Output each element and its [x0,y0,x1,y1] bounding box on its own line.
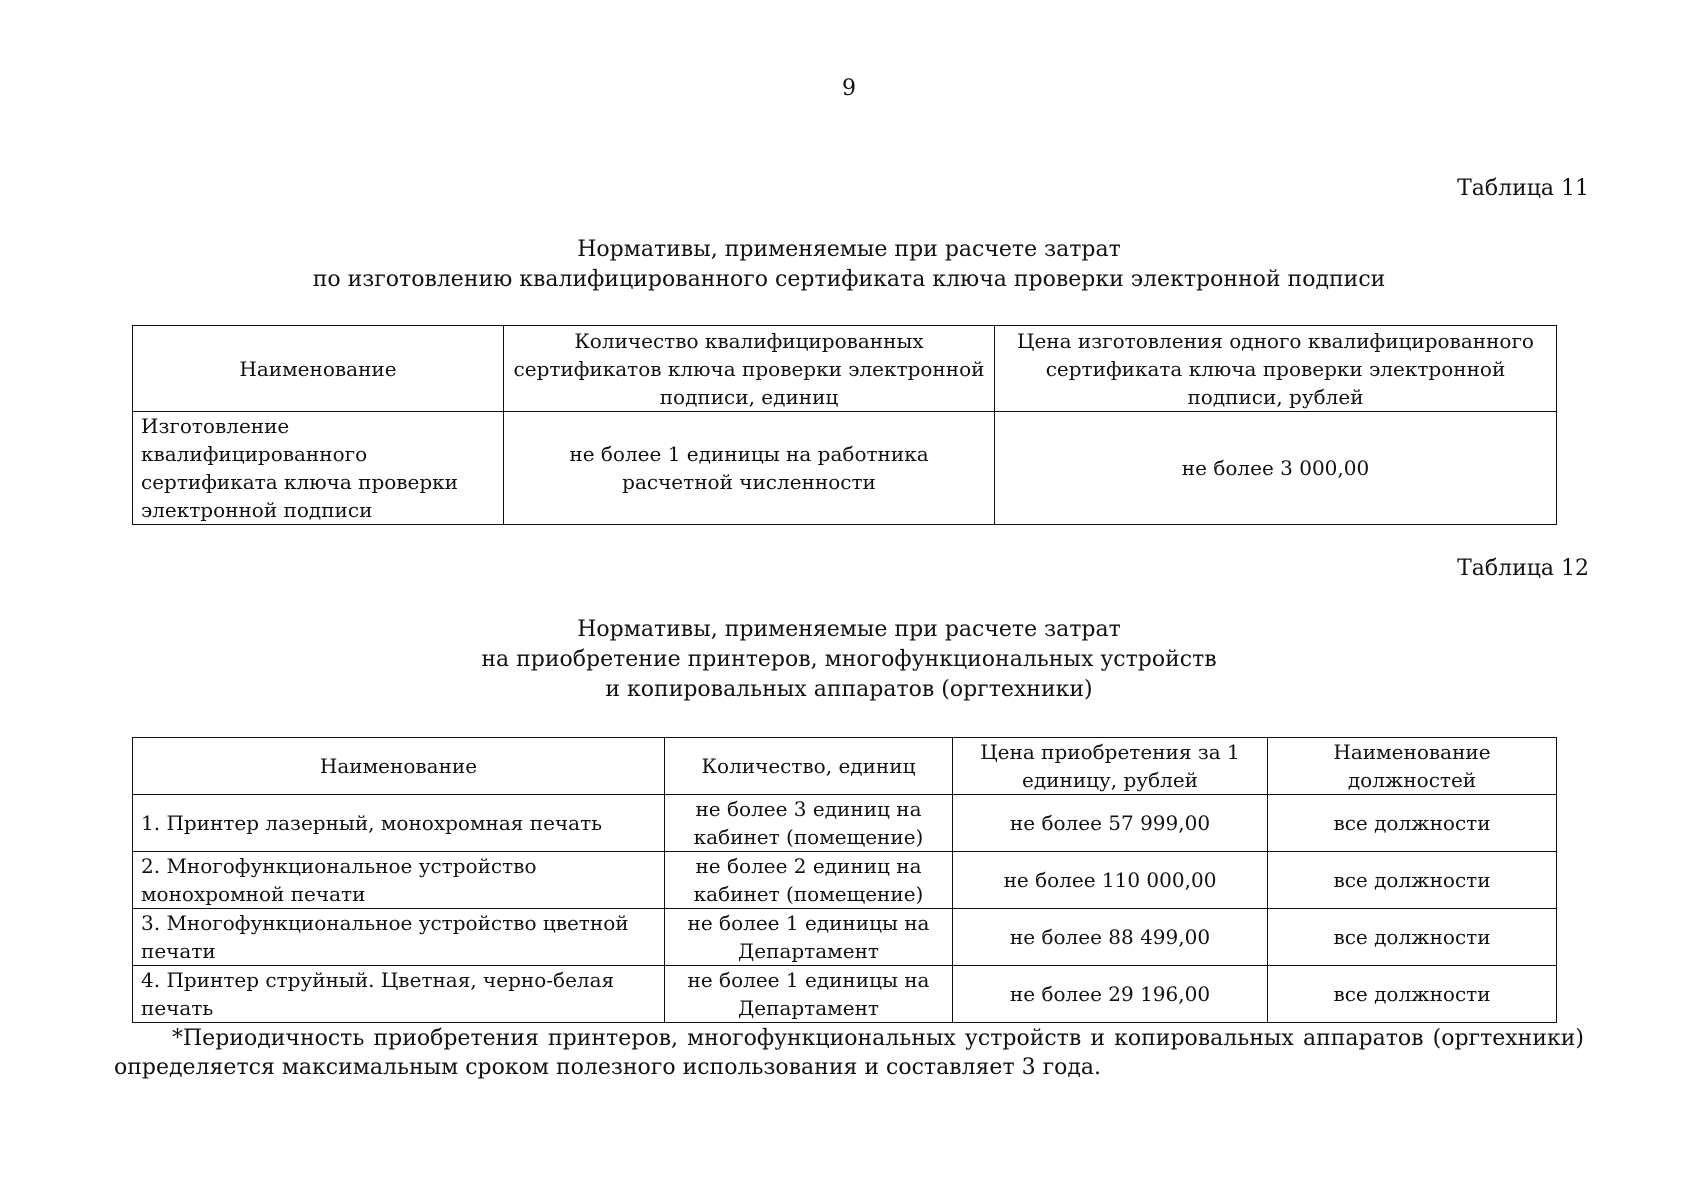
table-12-title-line: Нормативы, применяемые при расчете затрат [577,617,1121,642]
table-11-title-line: Нормативы, применяемые при расчете затрат [577,237,1121,262]
cell-name: 2. Многофункциональное устройство монохромной печати [133,852,665,909]
header-quantity: Количество, единиц [665,738,953,795]
cell-price: не более 110 000,00 [953,852,1268,909]
cell-price: не более 88 499,00 [953,909,1268,966]
table-11-label: Таблица 11 [1457,176,1589,201]
table-12-label: Таблица 12 [1457,556,1589,581]
cell-name: 3. Многофункциональное устройство цветной печати [133,909,665,966]
header-quantity: Количество квалифицированных сертификатов ключа проверки электронной подписи, единиц [504,326,995,412]
header-name: Наименование [133,738,665,795]
cell-quantity: не более 1 единицы на работника расчетной численности [504,412,995,525]
cell-positions: все должности [1268,852,1557,909]
cell-name: 4. Принтер струйный. Цветная, черно-белая печать [133,966,665,1023]
page-number: 9 [842,76,856,101]
cell-quantity: не более 3 единиц на кабинет (помещение) [665,795,953,852]
cell-name: 1. Принтер лазерный, монохромная печать [133,795,665,852]
table-row [133,412,1557,525]
table-12-title-line: и копировальных аппаратов (оргтехники) [605,677,1093,702]
cell-price: не более 57 999,00 [953,795,1268,852]
table-row [133,852,1557,909]
cell-positions: все должности [1268,966,1557,1023]
footnote: *Периодичность приобретения принтеров, многофункциональных устройств и копировальных аппаратов (оргтехники) определяется максимальным сроком полезного использования и составляет 3 года. [114,1026,1584,1080]
table-header-row [133,738,1557,795]
header-price: Цена приобретения за 1 единицу, рублей [953,738,1268,795]
cell-positions: все должности [1268,909,1557,966]
table-11-title-line: по изготовлению квалифицированного сертификата ключа проверки электронной подписи [312,267,1386,292]
table-12-title [0,615,1698,705]
table-12 [132,737,1557,1023]
table-row [133,909,1557,966]
cell-name: Изготовление квалифицированного сертификата ключа проверки электронной подписи [133,412,504,525]
cell-price: не более 3 000,00 [995,412,1557,525]
cell-quantity: не более 1 единицы на Департамент [665,909,953,966]
cell-quantity: не более 2 единиц на кабинет (помещение) [665,852,953,909]
cell-price: не более 29 196,00 [953,966,1268,1023]
header-name: Наименование [133,326,504,412]
table-row [133,795,1557,852]
cell-quantity: не более 1 единицы на Департамент [665,966,953,1023]
table-11-title [0,235,1698,295]
cell-positions: все должности [1268,795,1557,852]
header-price: Цена изготовления одного квалифицированного сертификата ключа проверки электронной подписи, рублей [995,326,1557,412]
table-header-row [133,326,1557,412]
table-11 [132,325,1557,525]
table-row [133,966,1557,1023]
header-positions: Наименование должностей [1268,738,1557,795]
table-12-title-line: на приобретение принтеров, многофункциональных устройств [481,647,1217,672]
